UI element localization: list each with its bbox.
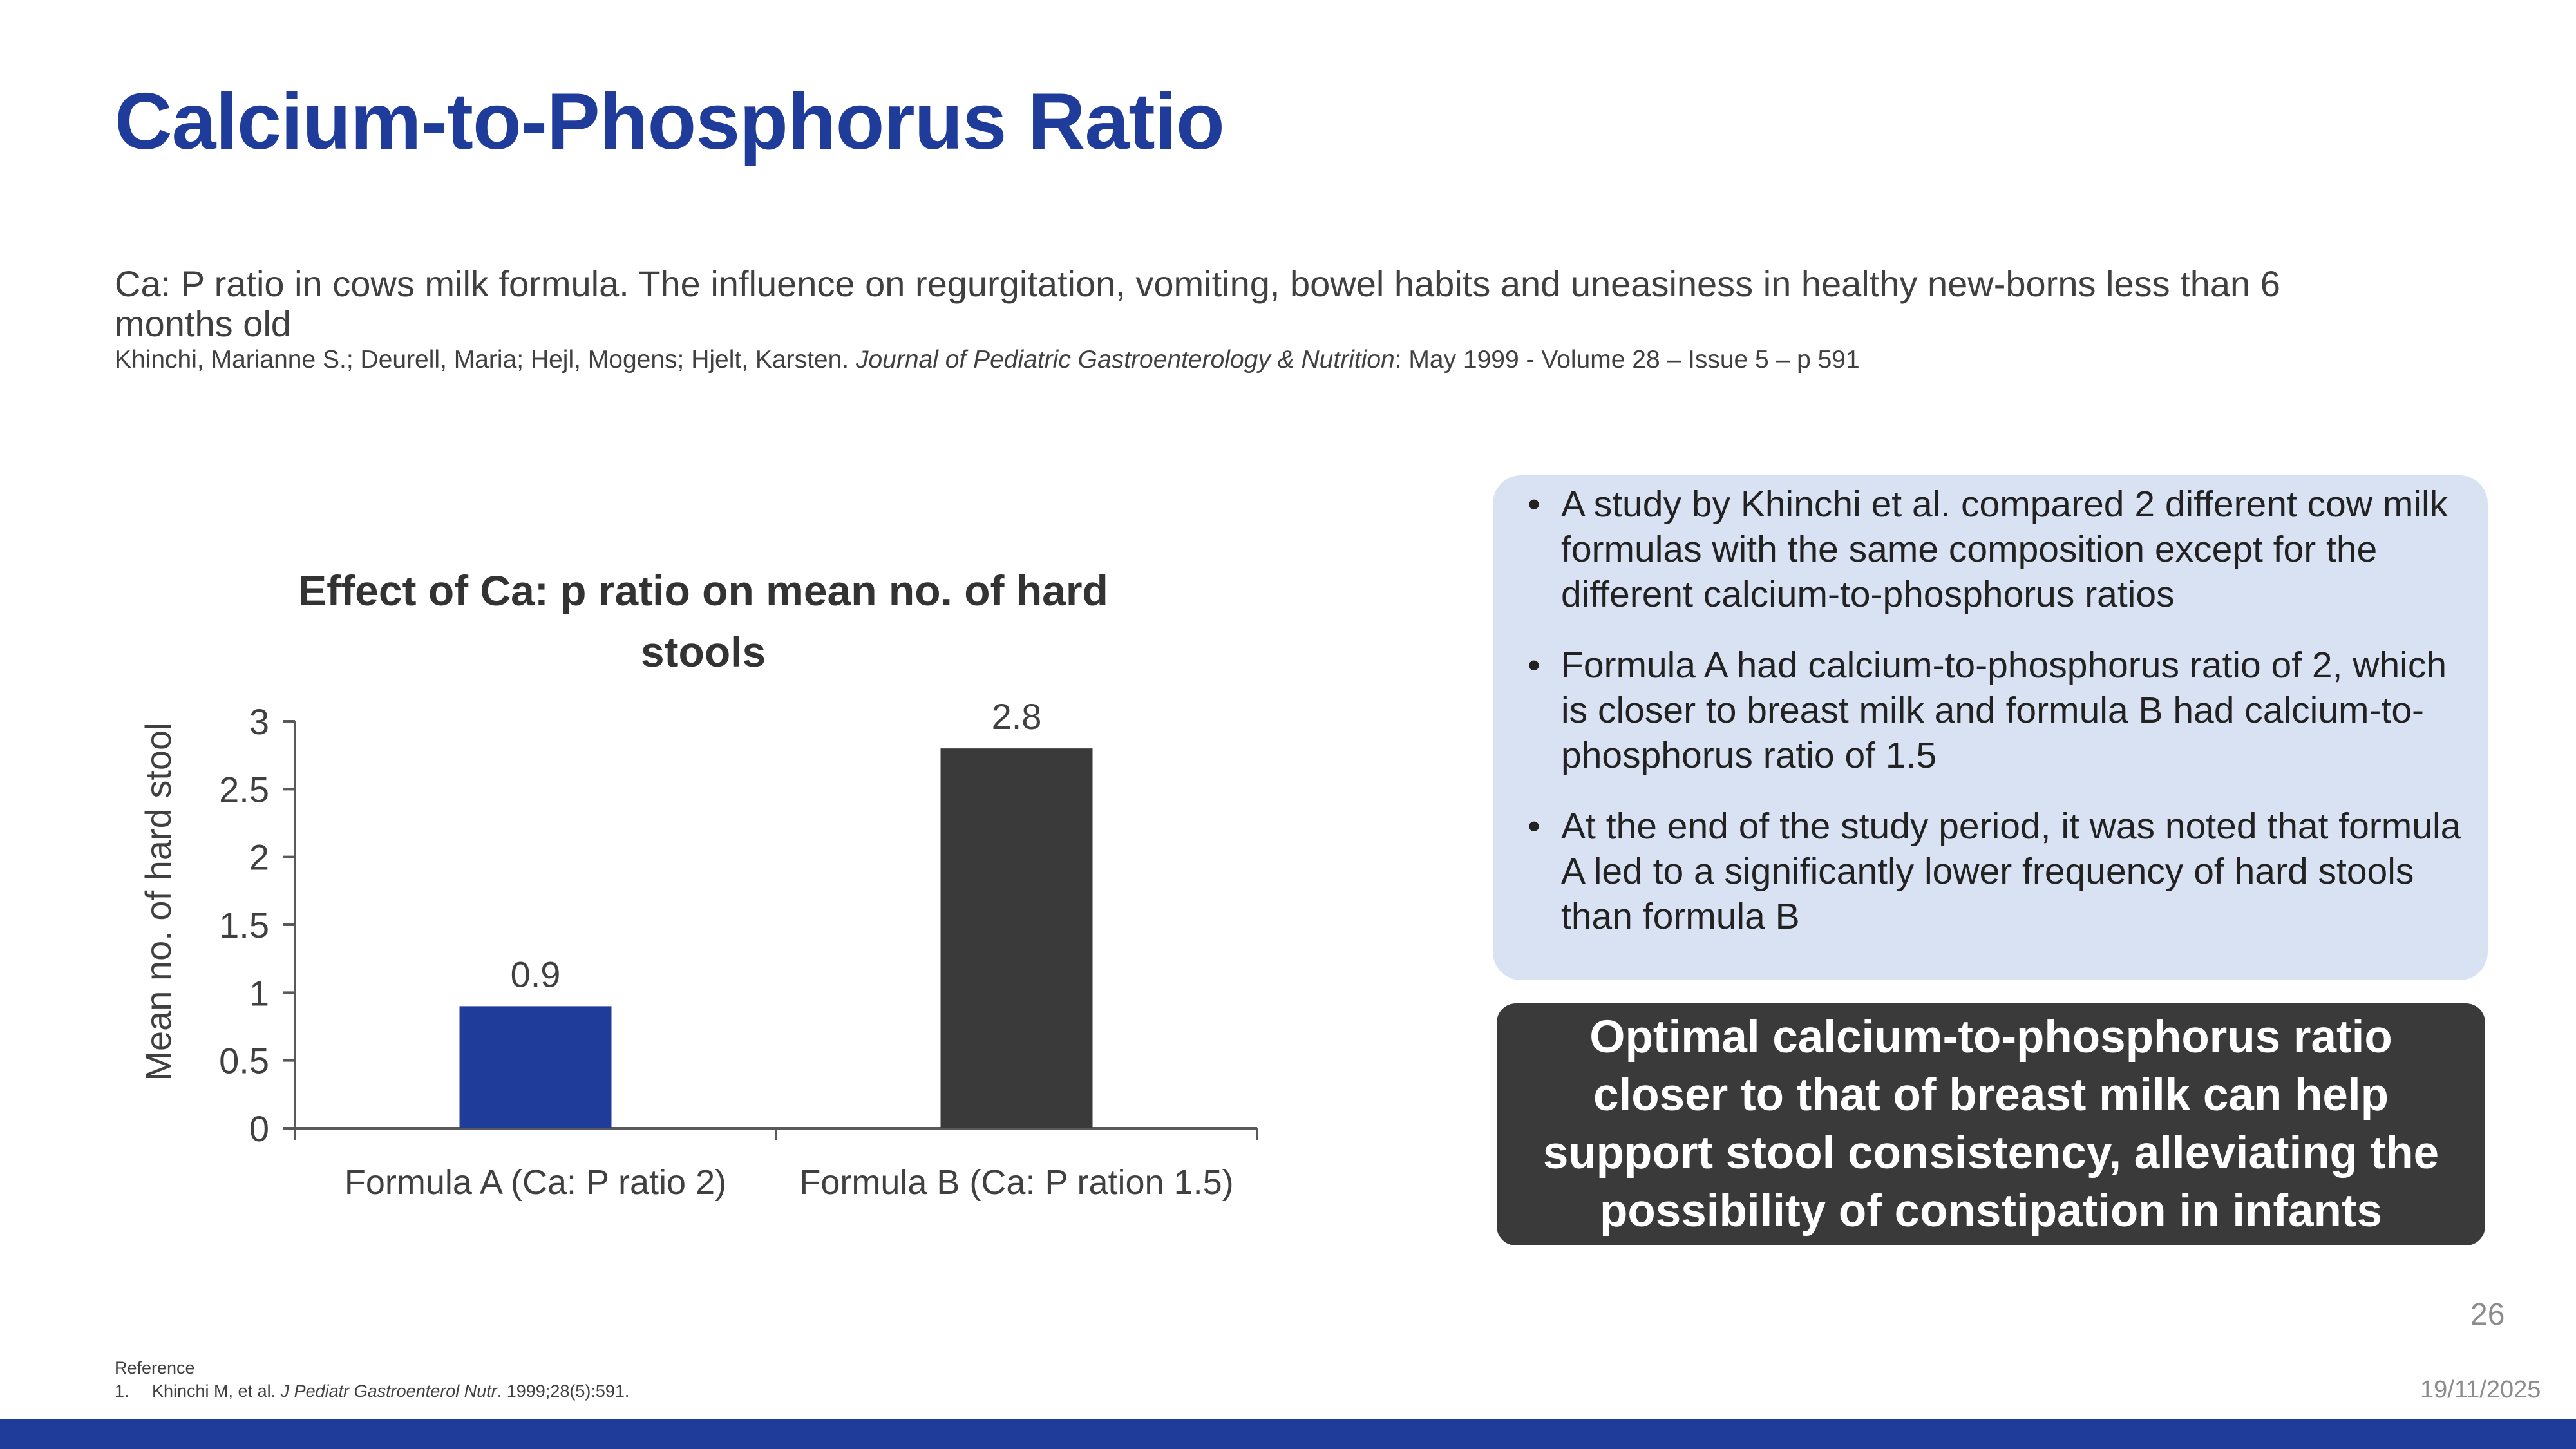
study-title: Ca: P ratio in cows milk formula. The influence on regurgitation, vomiting, bowel habits and uneasiness in healthy new-borns less than 6 months old (115, 263, 2280, 344)
key-message-text: Optimal calcium-to-phosphorus ratio closer to that of breast milk can help support stool consistency, alleviating the possibility of constipation in infants (1542, 1012, 2439, 1236)
y-axis-label: Mean no. of hard stool (138, 722, 178, 1081)
page-number: 26 (2470, 1298, 2505, 1332)
bullet-dot-icon: • (1528, 645, 1540, 686)
y-tick-label: 1 (249, 972, 269, 1014)
bar (941, 748, 1093, 1128)
citation-authors: Khinchi, Marianne S.; Deurell, Maria; Hejl, Mogens; Hjelt, Karsten. (115, 346, 856, 374)
reference-heading: Reference (115, 1358, 195, 1378)
y-tick-label: 3 (249, 701, 269, 742)
y-tick-label: 1.5 (219, 905, 269, 945)
citation-journal: Journal of Pediatric Gastroenterology & Nutrition (855, 346, 1395, 374)
summary-bullet-text: Formula A had calcium-to-phosphorus ratio of 2, which is closer to breast milk and formula B had calcium-to-phosphorus ratio of 1.5 (1561, 645, 2447, 776)
y-tick-label: 0 (249, 1108, 269, 1149)
footer-date: 19/11/2025 (2420, 1376, 2541, 1403)
summary-bullet (1521, 482, 2468, 617)
reference-authors: Khinchi M, et al. (152, 1381, 281, 1401)
y-tick-label: 0.5 (219, 1040, 269, 1081)
y-tick-label: 2 (249, 837, 269, 878)
chart-title-line: Effect of Ca: p ratio on mean no. of hard (298, 567, 1108, 614)
reference-journal: J Pediatr Gastroenterol Nutr (280, 1381, 497, 1401)
reference-block (115, 1356, 629, 1403)
summary-bullet (1521, 804, 2468, 939)
summary-bullet-text: A study by Khinchi et al. compared 2 different cow milk formulas with the same composition except for the different calcium-to-phosphorus ratios (1561, 484, 2448, 615)
data-label: 2.8 (991, 696, 1042, 737)
footer-brand-bar (0, 1419, 2576, 1449)
bullet-dot-icon: • (1528, 484, 1540, 525)
reference-item (115, 1379, 629, 1403)
reference-number: 1. (115, 1381, 129, 1401)
study-summary-list (1521, 482, 2468, 939)
reference-details: . 1999;28(5):591. (497, 1381, 630, 1401)
summary-bullet (1521, 643, 2468, 778)
data-label: 0.9 (510, 954, 561, 995)
chart-title-line: stools (640, 628, 766, 676)
citation-details: : May 1999 - Volume 28 – Issue 5 – p 591 (1394, 346, 1860, 374)
y-tick-label: 2.5 (219, 769, 269, 810)
x-category-label: Formula A (Ca: P ratio 2) (344, 1163, 727, 1202)
summary-bullet-text: At the end of the study period, it was noted that formula A led to a significantly lower frequency of hard stools than formula B (1561, 806, 2461, 937)
study-summary-box (1493, 475, 2488, 980)
x-category-label: Formula B (Ca: P ration 1.5) (799, 1163, 1234, 1202)
slide-title: Calcium-to-Phosphorus Ratio (115, 77, 1224, 166)
bar (460, 1006, 612, 1128)
bullet-dot-icon: • (1528, 806, 1540, 847)
key-message-callout (1497, 1003, 2485, 1245)
